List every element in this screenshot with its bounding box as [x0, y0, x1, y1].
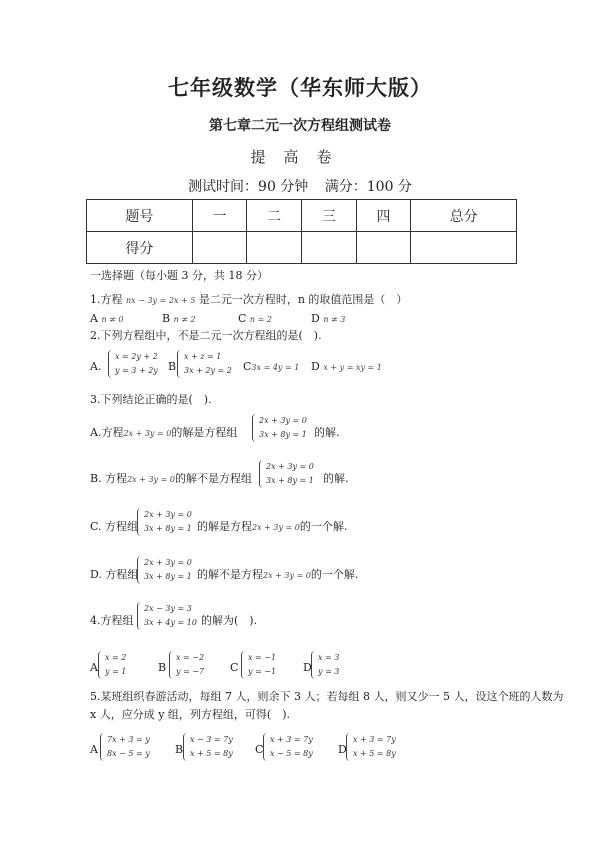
test-info	[0, 176, 600, 196]
equation-row: y = 3 + 2y	[115, 366, 158, 375]
q5-option-a[interactable]	[100, 733, 150, 761]
brace-icon	[241, 651, 247, 679]
equation-row: 3x + 8y = 1	[266, 476, 314, 485]
question-1	[90, 291, 407, 307]
option-expr: n = 2	[249, 315, 272, 324]
brace-icon	[100, 733, 106, 761]
text-fragment: 的解是方程组	[171, 426, 238, 439]
equation-row: 2x − 3y = 3	[144, 604, 192, 613]
q3-d-tail	[197, 566, 358, 582]
equation-row: 2x + 3y = 0	[144, 510, 192, 519]
brace-icon	[137, 556, 143, 584]
question-4-pre: 4.方程组	[90, 614, 134, 627]
option-expr: n ≠ 0	[101, 315, 124, 324]
brace-icon	[108, 350, 114, 378]
equation-row: 2x + 3y = 0	[144, 558, 192, 567]
score-input-cell[interactable]	[301, 232, 356, 264]
q4-option-c-label[interactable]: C	[230, 661, 239, 674]
score-cell: 一	[192, 200, 247, 232]
text-fragment: 的一个解.	[299, 520, 348, 533]
equation-row: x − 3 = 7y	[190, 735, 233, 744]
option-expr: 2x + 3y = 0	[252, 523, 300, 532]
q3-a-system	[252, 414, 307, 442]
q2-option-b-label[interactable]: B	[168, 360, 177, 373]
brace-icon	[346, 733, 352, 761]
q5-option-d-label[interactable]: D	[338, 743, 347, 756]
equation-row: y = 3	[318, 667, 340, 676]
test-full-score: 满分：100 分	[324, 179, 412, 195]
equation-row: 7x + 3 = y	[107, 735, 150, 744]
option-label: D	[311, 360, 320, 373]
q3-option-b[interactable]	[90, 470, 252, 486]
equation-row: x = 2	[105, 653, 127, 662]
equation-row: 3x + 8y = 1	[144, 524, 192, 533]
q3-option-c-pre[interactable]: C. 方程组	[90, 520, 139, 533]
q4-option-d-label[interactable]: D	[303, 661, 312, 674]
text-fragment: 的解不是方程组	[174, 472, 252, 485]
brace-icon	[137, 508, 143, 536]
score-cell: 题号	[87, 200, 193, 232]
difficulty-level: 提高卷	[250, 148, 350, 166]
q3-d-system	[137, 556, 192, 584]
equation-row: 2x + 3y = 0	[266, 462, 314, 471]
brace-icon	[177, 350, 183, 378]
equation-row: 2x + 3y = 0	[259, 416, 307, 425]
q4-option-d[interactable]	[311, 651, 339, 679]
q3-b-system	[259, 460, 314, 488]
score-cell: 二	[247, 200, 302, 232]
score-table-header-row	[87, 200, 517, 232]
equation-row: y = −1	[248, 667, 277, 676]
q3-c-tail	[197, 518, 347, 534]
section-heading: 一选择题（每小题 3 分，共 18 分）	[90, 269, 268, 282]
q3-c-system	[137, 508, 192, 536]
q5-option-c-label[interactable]: C	[255, 743, 264, 756]
q3-b-post: 的解.	[323, 472, 349, 485]
option-expr: 3x = 4y = 1	[251, 363, 300, 372]
equation-row: x − 5 = 8y	[270, 749, 313, 758]
equation-row: x = −1	[248, 653, 277, 662]
score-cell: 三	[301, 200, 356, 232]
text-fragment: 的解是方程	[197, 520, 252, 533]
equation-row: y = −7	[176, 667, 205, 676]
q2-option-d[interactable]	[311, 360, 382, 373]
score-cell: 四	[356, 200, 411, 232]
question-5-line1: 5.某班组织春游活动，每组 7 人，则余下 3 人；若每组 8 人，则又少一 5 人，设这个班的人数为	[90, 690, 564, 703]
text-fragment: A.方程	[90, 426, 124, 439]
option-label: C	[243, 360, 252, 373]
brace-icon	[263, 733, 269, 761]
q1-prefix: 1.方程	[90, 293, 123, 306]
q4-option-b-label[interactable]: B	[158, 661, 167, 674]
brace-icon	[183, 733, 189, 761]
equation-row: 8x − 5 = y	[107, 749, 150, 758]
q1-suffix: 是二元一次方程时，n 的取值范围是（ ）	[198, 293, 408, 306]
page-title: 七年级数学（华东师大版）	[168, 75, 432, 100]
question-4-post: 的解为( ).	[201, 614, 258, 627]
q1-option-b[interactable]	[162, 312, 196, 325]
equation-row: x + 3 = 7y	[353, 735, 396, 744]
option-expr: 2x + 3y = 0	[263, 571, 311, 580]
q2-option-b-system[interactable]	[177, 350, 232, 378]
q4-option-a[interactable]	[98, 651, 126, 679]
q1-option-a[interactable]	[90, 312, 123, 325]
score-input-cell[interactable]	[192, 232, 247, 264]
brace-icon	[137, 602, 143, 630]
equation-row: x = −2	[176, 653, 205, 662]
option-label: B	[162, 312, 171, 325]
equation-row: x = 2y + 2	[115, 352, 158, 361]
brace-icon	[311, 651, 317, 679]
option-expr: x + y = xy = 1	[323, 363, 382, 372]
equation-row: x + 3 = 7y	[270, 735, 313, 744]
equation-row: 3x + 2y = 2	[184, 366, 232, 375]
equation-row: x + 5 = 8y	[353, 749, 396, 758]
q1-option-d[interactable]	[311, 312, 345, 325]
equation-row: x + 5 = 8y	[190, 749, 233, 758]
q5-option-d[interactable]	[346, 733, 396, 761]
q2-option-a-system[interactable]	[108, 350, 158, 378]
q3-a-post: 的解.	[314, 426, 340, 439]
q1-equation: nx − 3y = 2x + 5	[126, 296, 196, 305]
score-input-cell[interactable]	[247, 232, 302, 264]
score-input-cell[interactable]	[356, 232, 411, 264]
equation-row: x + z = 1	[184, 352, 222, 361]
text-fragment: 的解不是方程	[197, 568, 263, 581]
option-expr: n ≠ 3	[323, 315, 346, 324]
q4-system	[137, 602, 197, 630]
q4-option-a-label[interactable]: A	[90, 661, 98, 674]
question-5-line2: x 人，应分成 y 组，列方程组，可得( ).	[90, 708, 290, 721]
brace-icon	[169, 651, 175, 679]
q1-option-c[interactable]	[238, 312, 272, 325]
score-cell: 总分	[411, 200, 517, 232]
test-time: 测试时间：90 分钟	[188, 179, 309, 195]
equation-row: 3x + 4y = 10	[144, 618, 197, 627]
q5-option-c[interactable]	[263, 733, 313, 761]
q3-option-a[interactable]	[90, 424, 237, 440]
q4-option-b[interactable]	[169, 651, 204, 679]
score-table-score-row	[87, 232, 517, 264]
equation-row: 3x + 8y = 1	[144, 572, 192, 581]
option-label: C	[238, 312, 247, 325]
score-input-cell[interactable]	[411, 232, 517, 264]
brace-icon	[259, 460, 265, 488]
score-cell: 得分	[87, 232, 193, 264]
q3-option-d-pre[interactable]: D. 方程组	[90, 568, 139, 581]
score-table	[86, 199, 517, 264]
question-3: 3.下列结论正确的是( ).	[90, 393, 212, 406]
brace-icon	[98, 651, 104, 679]
q5-option-a-label[interactable]: A	[90, 743, 98, 756]
q5-option-b-label[interactable]: B	[175, 743, 184, 756]
q5-option-b[interactable]	[183, 733, 233, 761]
option-label: A	[90, 312, 98, 325]
text-fragment: 的一个解.	[310, 568, 359, 581]
equation-row: x = 3	[318, 653, 340, 662]
question-2: 2.下列方程组中，不是二元一次方程组的是( ).	[90, 329, 322, 342]
q2-option-a-label[interactable]: A.	[90, 360, 102, 373]
text-fragment: B. 方程	[90, 472, 128, 485]
option-expr: 2x + 3y = 0	[127, 475, 175, 484]
page-subtitle: 第七章二元一次方程组测试卷	[209, 118, 391, 134]
option-label: D	[311, 312, 320, 325]
equation-row: y = 1	[105, 667, 127, 676]
option-expr: 2x + 3y = 0	[123, 429, 172, 438]
brace-icon	[252, 414, 258, 442]
option-expr: n ≠ 2	[173, 315, 196, 324]
q2-option-c[interactable]	[243, 360, 299, 373]
q4-option-c[interactable]	[241, 651, 276, 679]
equation-row: 3x + 8y = 1	[259, 430, 307, 439]
